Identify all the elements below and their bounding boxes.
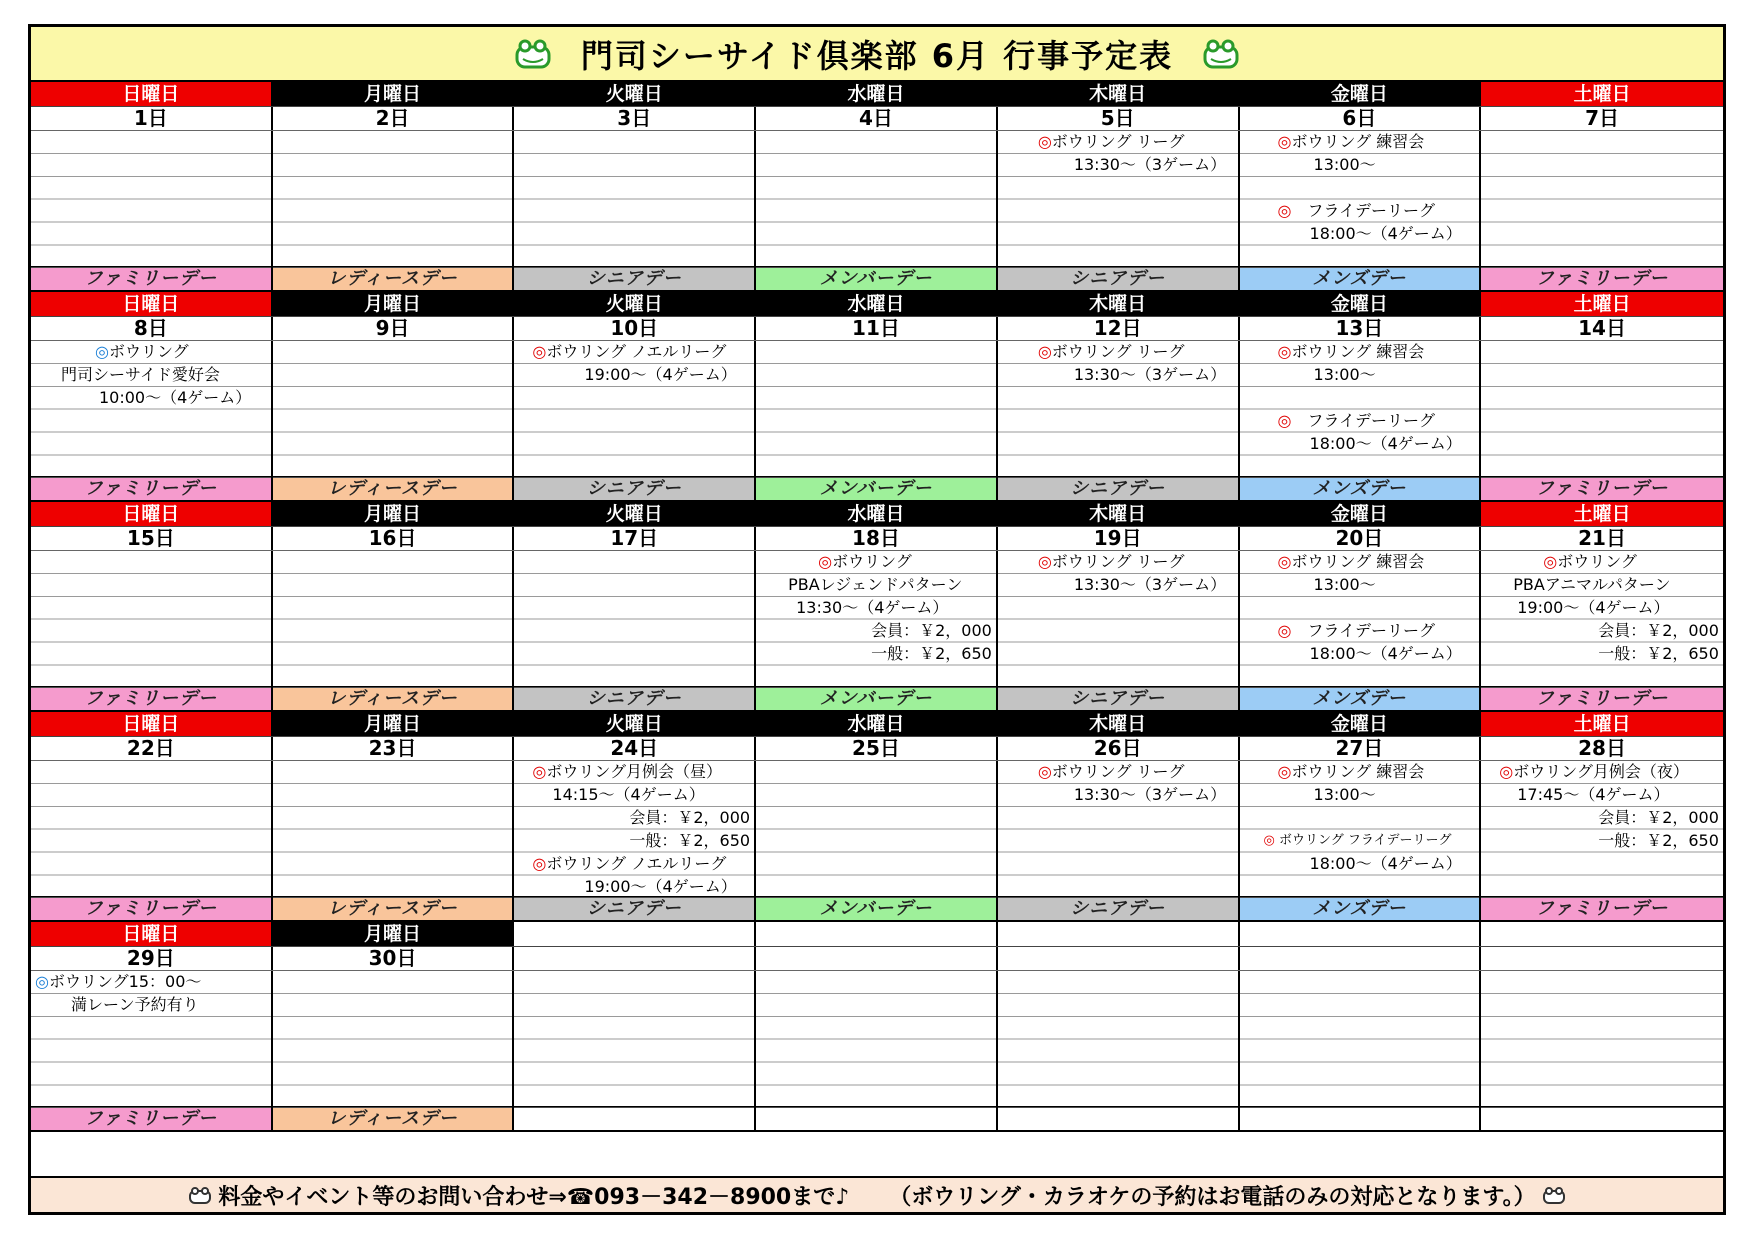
- weekday-header-row: [31, 502, 1723, 527]
- event-text: フライデーリーグ: [1291, 620, 1436, 640]
- event-line: [1278, 201, 1436, 221]
- event-line: [532, 342, 726, 362]
- event-text: 18:00～（4ゲーム）: [1309, 643, 1462, 663]
- weekday-header: 日曜日: [31, 502, 273, 526]
- event-line: [796, 598, 948, 618]
- theme-day-member: メンバーデー: [756, 478, 998, 500]
- theme-day-family: ファミリーデー: [1481, 898, 1723, 920]
- theme-day-member: メンバーデー: [756, 898, 998, 920]
- day-number: [756, 947, 998, 970]
- day-number: 21日: [1578, 527, 1626, 550]
- day-number: 26日: [998, 737, 1240, 760]
- day-number: 28日: [1578, 737, 1626, 760]
- date-row: [31, 947, 1723, 971]
- schedule-sheet: [28, 24, 1726, 1215]
- event-line: [1310, 434, 1462, 454]
- theme-day-none: [514, 1108, 756, 1130]
- page-title: 門司シーサイド倶楽部 6月 行事予定表: [580, 36, 1174, 75]
- day-number: 25日: [756, 737, 998, 760]
- event-text: ボウリング 練習会: [1291, 132, 1425, 151]
- event-text: フライデーリーグ: [1291, 410, 1436, 430]
- frog-icon: [188, 1185, 212, 1205]
- day-events-cell: [514, 971, 756, 1108]
- theme-day-mens: メンズデー: [1240, 478, 1482, 500]
- day-number: 30日: [273, 947, 515, 970]
- theme-day-senior: シニアデー: [514, 268, 756, 290]
- event-mark-icon: ◎: [532, 762, 547, 781]
- event-mark-icon: ◎: [532, 342, 547, 361]
- day-number: 4日: [756, 107, 998, 130]
- day-events-cell: [1240, 551, 1482, 688]
- day-number: [1240, 947, 1482, 970]
- day-events-cell: [31, 971, 273, 1108]
- day-number: 29日: [31, 947, 273, 970]
- event-line: [99, 388, 251, 408]
- event-mark-icon: ◎: [95, 342, 109, 361]
- day-number: 14日: [1578, 317, 1626, 340]
- weekday-header: 木曜日: [998, 502, 1240, 526]
- day-number: 16日: [273, 527, 515, 550]
- event-line: [1314, 785, 1376, 805]
- theme-day-none: [1240, 1108, 1482, 1130]
- event-text: ボウリング月例会（昼）: [546, 762, 723, 781]
- day-events-cell: [1240, 761, 1482, 898]
- event-mark-icon: ◎: [35, 972, 49, 991]
- weekday-header: [756, 922, 998, 946]
- day-number: 11日: [756, 317, 998, 340]
- day-events-cell: [31, 551, 273, 688]
- event-text: 13:00～: [1313, 574, 1376, 594]
- event-text: 一般：￥2，650: [1598, 643, 1719, 663]
- weekday-header: 火曜日: [514, 712, 756, 736]
- event-mark-icon: ◎: [1277, 620, 1292, 640]
- event-line: [1264, 831, 1452, 851]
- day-number: 10日: [514, 317, 756, 340]
- event-text: ボウリング リーグ: [1051, 342, 1185, 361]
- event-line: [1310, 224, 1462, 244]
- event-line: [35, 972, 201, 992]
- event-line: [1074, 785, 1226, 805]
- event-text: 17:45～（4ゲーム）: [1517, 784, 1670, 804]
- day-events-cell: [1481, 131, 1723, 268]
- day-number: 2日: [273, 107, 515, 130]
- day-events-cell: [756, 341, 998, 478]
- theme-day-family: ファミリーデー: [31, 688, 273, 710]
- event-mark-icon: ◎: [1037, 132, 1052, 151]
- theme-day-family: ファミリーデー: [1481, 268, 1723, 290]
- weekday-header: 金曜日: [1240, 292, 1482, 316]
- event-text: 満レーン予約有り: [71, 994, 199, 1014]
- weekday-header: 火曜日: [514, 292, 756, 316]
- day-events-cell: [756, 761, 998, 898]
- day-events-cell: [1481, 761, 1723, 898]
- event-text: ボウリング: [1557, 552, 1637, 571]
- event-line: [532, 854, 726, 874]
- event-line: [1038, 552, 1185, 572]
- day-number: 15日: [31, 527, 273, 550]
- weekday-header: [998, 922, 1240, 946]
- day-events-cell: [1240, 131, 1482, 268]
- event-text: PBAレジェンドパターン: [788, 574, 963, 594]
- weekday-header: 火曜日: [514, 82, 756, 106]
- event-line: [552, 785, 704, 805]
- day-events-cell: [1481, 551, 1723, 688]
- day-number: 8日: [31, 317, 273, 340]
- day-events-cell: [998, 971, 1240, 1108]
- event-line: [1513, 575, 1670, 595]
- title-bar: [31, 27, 1723, 82]
- event-mark-icon: ◎: [1543, 552, 1558, 571]
- day-number: 18日: [756, 527, 998, 550]
- theme-day-senior: シニアデー: [998, 268, 1240, 290]
- day-number: 23日: [273, 737, 515, 760]
- event-text: ボウリング リーグ: [1051, 132, 1185, 151]
- day-number: 19日: [998, 527, 1240, 550]
- day-events-cell: [1481, 971, 1723, 1108]
- events-row: [31, 551, 1723, 688]
- event-line: [1278, 411, 1436, 431]
- date-row: [31, 317, 1723, 341]
- theme-day-row: [31, 478, 1723, 502]
- event-text: 一般：￥2，650: [629, 830, 751, 850]
- event-mark-icon: ◎: [1499, 762, 1514, 781]
- events-row: [31, 131, 1723, 268]
- footer-note: （ボウリング・カラオケの予約はお電話のみの対応となります。）: [889, 1184, 1536, 1210]
- event-text: 10:00～（4ゲーム）: [99, 387, 252, 407]
- day-number: 5日: [998, 107, 1240, 130]
- event-line: [788, 575, 962, 595]
- day-number: 1日: [31, 107, 273, 130]
- theme-day-family: ファミリーデー: [31, 268, 273, 290]
- theme-day-ladies: レディースデー: [273, 1108, 515, 1130]
- day-events-cell: [756, 551, 998, 688]
- day-events-cell: [273, 761, 515, 898]
- event-text: 13:00～: [1313, 364, 1376, 384]
- day-events-cell: [31, 761, 273, 898]
- weekday-header: 土曜日: [1481, 82, 1723, 106]
- event-mark-icon: ◎: [1277, 762, 1292, 781]
- theme-day-row: [31, 688, 1723, 712]
- day-number: [998, 947, 1240, 970]
- day-events-cell: [998, 131, 1240, 268]
- day-events-cell: [273, 341, 515, 478]
- theme-day-ladies: レディースデー: [273, 478, 515, 500]
- day-number: [514, 947, 756, 970]
- day-number: 7日: [1585, 107, 1620, 130]
- event-line: [1038, 762, 1185, 782]
- weekday-header: 水曜日: [756, 502, 998, 526]
- weekday-header-row: [31, 292, 1723, 317]
- day-number: 27日: [1240, 737, 1482, 760]
- day-events-cell: [998, 761, 1240, 898]
- events-row: [31, 971, 1723, 1108]
- weekday-header: 月曜日: [273, 922, 515, 946]
- event-mark-icon: ◎: [1037, 762, 1052, 781]
- event-line: [584, 365, 736, 385]
- weekday-header: 木曜日: [998, 292, 1240, 316]
- event-line: [1038, 132, 1185, 152]
- theme-day-member: メンバーデー: [756, 268, 998, 290]
- weekday-header-row: [31, 712, 1723, 737]
- event-text: 18:00～（4ゲーム）: [1309, 433, 1462, 453]
- day-events-cell: [31, 341, 273, 478]
- event-line: [871, 621, 992, 641]
- day-number: 3日: [514, 107, 756, 130]
- weekday-header: 月曜日: [273, 502, 515, 526]
- event-line: [1278, 762, 1425, 782]
- event-line: [1074, 365, 1226, 385]
- theme-day-mens: メンズデー: [1240, 268, 1482, 290]
- theme-day-senior: シニアデー: [514, 898, 756, 920]
- day-events-cell: [273, 971, 515, 1108]
- event-text: ボウリング: [108, 342, 189, 361]
- event-text: ボウリング月例会（夜）: [1513, 762, 1689, 781]
- event-text: 会員：￥2，000: [629, 807, 751, 827]
- footer-bar: [31, 1176, 1723, 1212]
- weekday-header: 日曜日: [31, 292, 273, 316]
- day-events-cell: [998, 551, 1240, 688]
- event-line: [1598, 644, 1719, 664]
- theme-day-none: [998, 1108, 1240, 1130]
- event-text: ボウリング 練習会: [1291, 762, 1425, 781]
- weekday-header: 木曜日: [998, 82, 1240, 106]
- event-text: ボウリング ノエルリーグ: [546, 342, 727, 361]
- theme-day-family: ファミリーデー: [31, 1108, 273, 1130]
- day-events-cell: [756, 971, 998, 1108]
- weekday-header: 金曜日: [1240, 82, 1482, 106]
- event-mark-icon: ◎: [1037, 342, 1052, 361]
- theme-day-mens: メンズデー: [1240, 688, 1482, 710]
- event-mark-icon: ◎: [1277, 342, 1292, 361]
- event-mark-icon: ◎: [532, 853, 547, 873]
- day-events-cell: [1240, 971, 1482, 1108]
- footer-contact: 料金やイベント等のお問い合わせ⇒☎093－342－8900まで♪: [218, 1184, 850, 1210]
- event-line: [1278, 132, 1425, 152]
- event-line: [1278, 621, 1436, 641]
- event-text: 会員：￥2，000: [1598, 807, 1719, 827]
- theme-day-senior: シニアデー: [998, 898, 1240, 920]
- event-text: ボウリング フライデーリーグ: [1274, 832, 1452, 848]
- theme-day-ladies: レディースデー: [273, 268, 515, 290]
- event-line: [1517, 785, 1669, 805]
- day-events-cell: [1240, 341, 1482, 478]
- event-text: ボウリング リーグ: [1051, 762, 1185, 781]
- event-text: ボウリング ノエルリーグ: [546, 853, 727, 873]
- event-mark-icon: ◎: [1263, 832, 1275, 848]
- event-line: [1517, 598, 1669, 618]
- theme-day-mens: メンズデー: [1240, 898, 1482, 920]
- event-text: フライデーリーグ: [1291, 200, 1436, 220]
- date-row: [31, 527, 1723, 551]
- event-line: [629, 831, 750, 851]
- theme-day-ladies: レディースデー: [273, 898, 515, 920]
- event-text: ボウリング15：00～: [48, 972, 202, 991]
- day-number: 6日: [1240, 107, 1482, 130]
- day-events-cell: [1481, 341, 1723, 478]
- event-text: 13:30～（3ゲーム）: [1073, 574, 1227, 594]
- day-events-cell: [756, 131, 998, 268]
- event-text: ボウリング: [832, 552, 912, 571]
- day-events-cell: [514, 761, 756, 898]
- event-line: [61, 365, 220, 385]
- event-line: [1310, 644, 1462, 664]
- event-text: 18:00～（4ゲーム）: [1309, 223, 1462, 243]
- event-mark-icon: ◎: [818, 552, 833, 571]
- theme-day-senior: シニアデー: [998, 478, 1240, 500]
- weekday-header: 水曜日: [756, 82, 998, 106]
- weekday-header: 土曜日: [1481, 712, 1723, 736]
- event-line: [1598, 831, 1719, 851]
- theme-day-ladies: レディースデー: [273, 688, 515, 710]
- event-line: [1314, 575, 1376, 595]
- day-number: 13日: [1240, 317, 1482, 340]
- day-number: 17日: [514, 527, 756, 550]
- weekday-header: [514, 922, 756, 946]
- theme-day-family: ファミリーデー: [31, 898, 273, 920]
- theme-day-senior: シニアデー: [998, 688, 1240, 710]
- event-text: 13:30～（3ゲーム）: [1073, 364, 1227, 384]
- day-events-cell: [273, 131, 515, 268]
- theme-day-none: [1481, 1108, 1723, 1130]
- event-line: [1314, 365, 1376, 385]
- weekday-header: 水曜日: [756, 292, 998, 316]
- event-mark-icon: ◎: [1277, 552, 1292, 571]
- event-text: 19:00～（4ゲーム）: [584, 364, 737, 384]
- event-line: [584, 877, 736, 897]
- theme-day-none: [756, 1108, 998, 1130]
- event-text: 一般：￥2，650: [871, 643, 992, 663]
- theme-day-row: [31, 1108, 1723, 1132]
- event-text: ボウリング リーグ: [1051, 552, 1185, 571]
- day-events-cell: [514, 131, 756, 268]
- event-mark-icon: ◎: [1277, 200, 1292, 220]
- event-text: 19:00～（4ゲーム）: [1517, 597, 1670, 617]
- weekday-header: 日曜日: [31, 922, 273, 946]
- events-row: [31, 761, 1723, 898]
- day-number: 12日: [998, 317, 1240, 340]
- event-line: [1499, 762, 1689, 782]
- event-line: [871, 644, 992, 664]
- theme-day-senior: シニアデー: [514, 478, 756, 500]
- event-line: [629, 808, 750, 828]
- event-line: [1038, 342, 1185, 362]
- event-text: ボウリング 練習会: [1291, 552, 1425, 571]
- theme-day-senior: シニアデー: [514, 688, 756, 710]
- event-mark-icon: ◎: [1277, 410, 1292, 430]
- date-row: [31, 107, 1723, 131]
- theme-day-family: ファミリーデー: [31, 478, 273, 500]
- weekday-header: [1240, 922, 1482, 946]
- event-text: 一般：￥2，650: [1598, 830, 1719, 850]
- event-text: PBAアニマルパターン: [1513, 574, 1671, 594]
- event-mark-icon: ◎: [1037, 552, 1052, 571]
- event-line: [1598, 808, 1719, 828]
- frog-icon: [513, 37, 553, 71]
- weekday-header: 月曜日: [273, 292, 515, 316]
- event-text: 14:15～（4ゲーム）: [552, 784, 705, 804]
- event-line: [1310, 854, 1462, 874]
- day-number: 20日: [1240, 527, 1482, 550]
- event-text: 13:30～（3ゲーム）: [1073, 784, 1227, 804]
- weekday-header: 土曜日: [1481, 502, 1723, 526]
- weekday-header: 土曜日: [1481, 292, 1723, 316]
- day-events-cell: [998, 341, 1240, 478]
- day-events-cell: [514, 551, 756, 688]
- weekday-header: 月曜日: [273, 82, 515, 106]
- calendar-grid: [31, 82, 1723, 1132]
- event-text: 会員：￥2，000: [871, 620, 992, 640]
- event-mark-icon: ◎: [1277, 132, 1292, 151]
- day-number: [1481, 947, 1723, 970]
- weekday-header: 火曜日: [514, 502, 756, 526]
- day-number: 22日: [31, 737, 273, 760]
- event-text: 13:00～: [1313, 784, 1376, 804]
- weekday-header: 金曜日: [1240, 502, 1482, 526]
- day-number: 24日: [514, 737, 756, 760]
- event-line: [1598, 621, 1719, 641]
- event-line: [1278, 342, 1425, 362]
- weekday-header: 月曜日: [273, 712, 515, 736]
- weekday-header-row: [31, 82, 1723, 107]
- theme-day-family: ファミリーデー: [1481, 688, 1723, 710]
- event-line: [71, 995, 199, 1015]
- event-text: ボウリング 練習会: [1291, 342, 1425, 361]
- event-line: [1074, 575, 1226, 595]
- frog-icon: [1201, 37, 1241, 71]
- event-text: 会員：￥2，000: [1598, 620, 1719, 640]
- theme-day-row: [31, 898, 1723, 922]
- day-number: 9日: [273, 317, 515, 340]
- weekday-header-row: [31, 922, 1723, 947]
- theme-day-member: メンバーデー: [756, 688, 998, 710]
- event-text: 19:00～（4ゲーム）: [584, 876, 737, 896]
- event-text: 13:00～: [1313, 154, 1376, 174]
- theme-day-family: ファミリーデー: [1481, 478, 1723, 500]
- day-events-cell: [273, 551, 515, 688]
- event-line: [1278, 552, 1425, 572]
- event-line: [1543, 552, 1637, 572]
- event-text: 門司シーサイド愛好会: [61, 364, 220, 384]
- date-row: [31, 737, 1723, 761]
- event-line: [1074, 155, 1226, 175]
- weekday-header: 水曜日: [756, 712, 998, 736]
- event-line: [95, 342, 189, 362]
- event-line: [818, 552, 912, 572]
- event-line: [532, 762, 722, 782]
- event-text: 18:00～（4ゲーム）: [1309, 853, 1462, 873]
- weekday-header: 日曜日: [31, 712, 273, 736]
- weekday-header: 日曜日: [31, 82, 273, 106]
- frog-icon: [1542, 1185, 1566, 1205]
- events-row: [31, 341, 1723, 478]
- event-line: [1314, 155, 1376, 175]
- weekday-header: [1481, 922, 1723, 946]
- day-events-cell: [514, 341, 756, 478]
- weekday-header: 金曜日: [1240, 712, 1482, 736]
- day-events-cell: [31, 131, 273, 268]
- event-text: 13:30～（4ゲーム）: [796, 597, 949, 617]
- theme-day-row: [31, 268, 1723, 292]
- weekday-header: 木曜日: [998, 712, 1240, 736]
- event-text: 13:30～（3ゲーム）: [1073, 154, 1227, 174]
